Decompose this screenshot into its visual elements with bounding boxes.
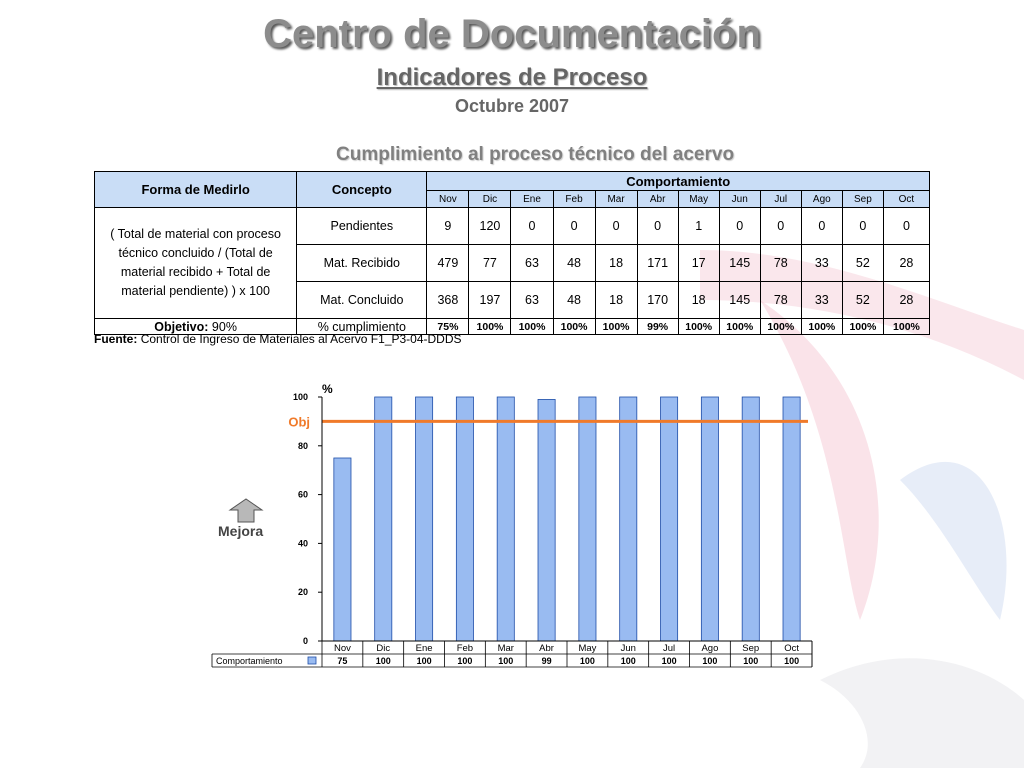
period-label: Octubre 2007 bbox=[454, 96, 570, 116]
chart-bar bbox=[375, 397, 392, 641]
pct-cell: 100% bbox=[469, 319, 511, 335]
month-header-cell: Jul bbox=[760, 191, 801, 208]
value-cell: 18 bbox=[595, 245, 637, 282]
value-cell: 145 bbox=[719, 282, 760, 319]
value-cell: 33 bbox=[801, 282, 842, 319]
pct-cell: 100% bbox=[678, 319, 719, 335]
pct-cell: 75% bbox=[427, 319, 469, 335]
data-label: 100 bbox=[743, 656, 759, 666]
source-text: Control de Ingreso de Materiales al Acervo F1_P3-04-DDDS bbox=[140, 332, 462, 346]
month-header-cell: Abr bbox=[637, 191, 678, 208]
chart-bar bbox=[497, 397, 514, 641]
value-cell: 18 bbox=[678, 282, 719, 319]
data-label: 100 bbox=[620, 656, 636, 666]
value-cell: 0 bbox=[801, 208, 842, 245]
pct-cell: 100% bbox=[842, 319, 883, 335]
improve-label: Mejora bbox=[218, 523, 264, 539]
value-cell: 63 bbox=[511, 245, 553, 282]
value-cell: 0 bbox=[842, 208, 883, 245]
value-cell: 479 bbox=[427, 245, 469, 282]
value-cell: 48 bbox=[553, 245, 595, 282]
value-cell: 52 bbox=[842, 245, 883, 282]
data-label: 100 bbox=[375, 656, 391, 666]
month-header-cell: Ene bbox=[511, 191, 553, 208]
month-header-cell: Ago bbox=[801, 191, 842, 208]
objective-label: Obj bbox=[288, 414, 310, 430]
month-header-cell: Nov bbox=[427, 191, 469, 208]
value-cell: 171 bbox=[637, 245, 678, 282]
chart-bar bbox=[701, 397, 718, 641]
month-header-cell: Mar bbox=[595, 191, 637, 208]
value-cell: 368 bbox=[427, 282, 469, 319]
pct-cell: 100% bbox=[511, 319, 553, 335]
value-cell: 0 bbox=[595, 208, 637, 245]
legend-swatch bbox=[308, 657, 316, 664]
value-cell: 0 bbox=[883, 208, 929, 245]
method-formula: ( Total de material con proceso técnico concluido / (Total de material recibido + Total de material pendiente) ) x 100 bbox=[95, 208, 297, 319]
data-label: 100 bbox=[416, 656, 432, 666]
x-tick-label: Abr bbox=[539, 643, 554, 654]
data-label: 100 bbox=[702, 656, 718, 666]
y-tick-label: 0 bbox=[302, 636, 308, 646]
pct-concept-cell: % cumplimiento bbox=[297, 319, 427, 335]
month-header-cell: Feb bbox=[553, 191, 595, 208]
concept-cell: Mat. Concluido bbox=[297, 282, 427, 319]
chart-bar bbox=[416, 397, 433, 641]
data-label: 75 bbox=[337, 656, 348, 666]
value-cell: 170 bbox=[637, 282, 678, 319]
month-header-cell: Sep bbox=[842, 191, 883, 208]
value-cell: 52 bbox=[842, 282, 883, 319]
value-cell: 77 bbox=[469, 245, 511, 282]
section-title: Cumplimiento al proceso técnico del acervo bbox=[336, 144, 735, 165]
chart-bar bbox=[783, 397, 800, 641]
method-header: Forma de Medirlo bbox=[95, 172, 297, 208]
x-tick-label: Nov bbox=[333, 643, 351, 654]
x-tick-label: May bbox=[578, 643, 597, 654]
improve-arrow-icon bbox=[230, 499, 262, 522]
swoosh-gray bbox=[820, 658, 1024, 768]
pct-cell: 100% bbox=[719, 319, 760, 335]
page-title: Centro de Documentación bbox=[263, 12, 761, 56]
value-cell: 0 bbox=[511, 208, 553, 245]
concept-cell: Pendientes bbox=[297, 208, 427, 245]
y-tick-label: 60 bbox=[297, 489, 308, 500]
month-header-cell: May bbox=[678, 191, 719, 208]
value-cell: 33 bbox=[801, 245, 842, 282]
value-cell: 120 bbox=[469, 208, 511, 245]
data-label: 99 bbox=[541, 656, 552, 666]
x-tick-label: Feb bbox=[456, 643, 474, 654]
data-label: 100 bbox=[579, 656, 595, 666]
chart-bar bbox=[538, 399, 555, 641]
y-tick-label: 20 bbox=[297, 587, 308, 598]
value-cell: 0 bbox=[637, 208, 678, 245]
x-tick-label: Ago bbox=[701, 643, 719, 654]
source-label: Fuente: bbox=[94, 332, 138, 346]
value-cell: 78 bbox=[760, 245, 801, 282]
table-row bbox=[95, 208, 930, 245]
pct-cell: 99% bbox=[637, 319, 678, 335]
value-cell: 9 bbox=[427, 208, 469, 245]
pct-cell: 100% bbox=[760, 319, 801, 335]
chart-bar bbox=[620, 397, 637, 641]
pct-cell: 100% bbox=[595, 319, 637, 335]
objective-value: 90% bbox=[211, 319, 237, 334]
month-header-cell: Jun bbox=[719, 191, 760, 208]
pct-cell: 100% bbox=[553, 319, 595, 335]
value-cell: 48 bbox=[553, 282, 595, 319]
value-cell: 0 bbox=[719, 208, 760, 245]
value-cell: 78 bbox=[760, 282, 801, 319]
value-cell: 63 bbox=[511, 282, 553, 319]
indicator-table bbox=[94, 171, 930, 335]
chart-bar bbox=[661, 397, 678, 641]
objective-label: Objetivo: bbox=[154, 319, 209, 334]
x-tick-label: Dic bbox=[376, 643, 391, 654]
compliance-bar-chart bbox=[200, 375, 820, 680]
y-tick-label: 100 bbox=[292, 392, 308, 402]
data-label: 100 bbox=[661, 656, 677, 666]
x-tick-label: Sep bbox=[742, 643, 760, 654]
y-axis-label: % bbox=[322, 382, 333, 396]
value-cell: 28 bbox=[883, 282, 929, 319]
chart-bar bbox=[334, 458, 351, 641]
x-tick-label: Jun bbox=[620, 643, 636, 654]
legend-series-name: Comportamiento bbox=[216, 656, 283, 666]
x-tick-label: Oct bbox=[784, 643, 799, 654]
x-tick-label: Ene bbox=[415, 643, 433, 654]
month-header-cell: Dic bbox=[469, 191, 511, 208]
pct-cell: 100% bbox=[883, 319, 929, 335]
x-tick-label: Jul bbox=[663, 643, 676, 654]
value-cell: 1 bbox=[678, 208, 719, 245]
value-cell: 28 bbox=[883, 245, 929, 282]
concept-header: Concepto bbox=[297, 172, 427, 208]
value-cell: 18 bbox=[595, 282, 637, 319]
y-tick-label: 40 bbox=[297, 538, 308, 549]
page-subtitle: Indicadores de Proceso bbox=[376, 64, 648, 91]
value-cell: 0 bbox=[760, 208, 801, 245]
behavior-header: Comportamiento bbox=[427, 172, 930, 191]
data-label: 100 bbox=[498, 656, 514, 666]
value-cell: 197 bbox=[469, 282, 511, 319]
concept-cell: Mat. Recibido bbox=[297, 245, 427, 282]
chart-bar bbox=[456, 397, 473, 641]
value-cell: 145 bbox=[719, 245, 760, 282]
value-cell: 0 bbox=[553, 208, 595, 245]
month-header-cell: Oct bbox=[883, 191, 929, 208]
pct-cell: 100% bbox=[801, 319, 842, 335]
value-cell: 17 bbox=[678, 245, 719, 282]
y-tick-label: 80 bbox=[297, 440, 308, 451]
swoosh-blue bbox=[900, 462, 1007, 620]
data-label: 100 bbox=[784, 656, 800, 666]
chart-bar bbox=[579, 397, 596, 641]
data-label: 100 bbox=[457, 656, 473, 666]
x-tick-label: Mar bbox=[497, 643, 514, 654]
chart-bar bbox=[742, 397, 759, 641]
source-note bbox=[94, 332, 462, 346]
